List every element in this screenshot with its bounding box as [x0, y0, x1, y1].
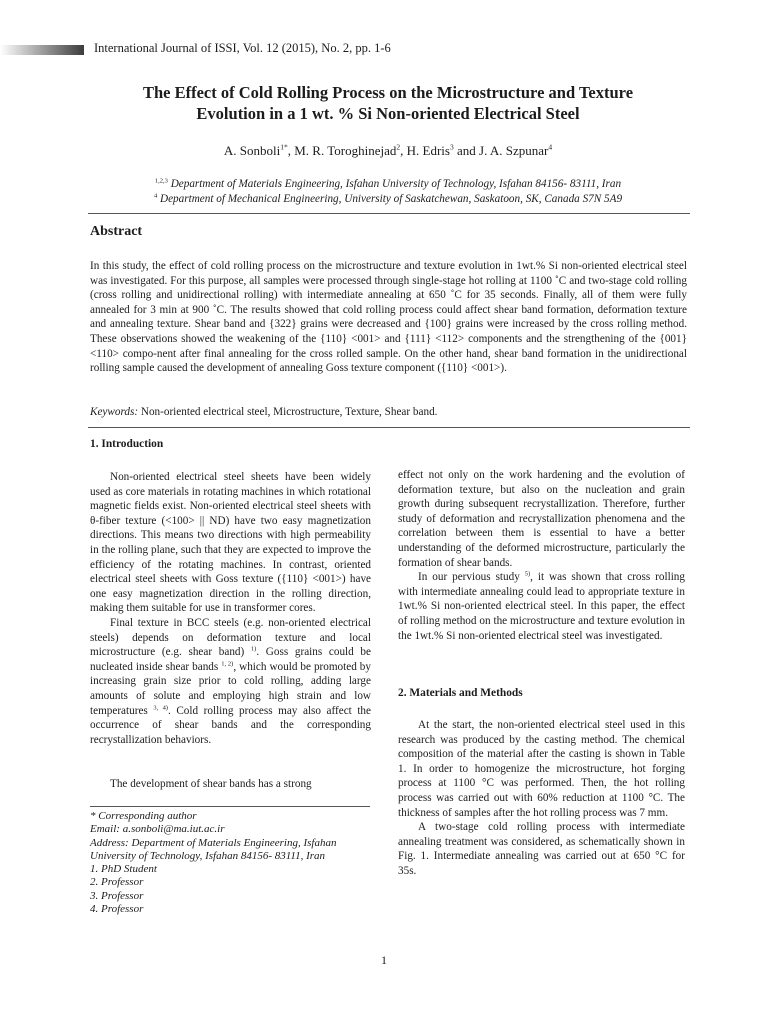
methods-text: [398, 718, 685, 879]
footnote-email: Email: a.sonboli@ma.iut.ac.ir: [90, 823, 225, 836]
author-4-mark: 4: [548, 142, 553, 152]
header-accent-bar: [0, 45, 84, 55]
intro-paragraph-2: Final texture in BCC steels (e.g. non-oriented electrical steels) depends on deformation texture and local microstructure (e.g. shear band) $^{1)}$. Goss grains could be nucleated inside shear bands $^{1, 2)}$, which would be promoted by increasing grain size prior to cold rolling, adding large amounts of solute and employing high strain and low temperatures $^{3, 4)}$. Cold rolling process may also affect the occurrence of shear bands and the corresponding recrystallization behaviors.: [90, 616, 371, 746]
methods-paragraph-2: A two-stage cold rolling process with intermediate annealing treatment was considered, as schematically shown in Fig. 1. Intermediate annealing was carried out at 650 °C for 35s.: [398, 821, 685, 877]
methods-heading: 2. Materials and Methods: [398, 687, 523, 699]
footnote-corresponding: * Corresponding author: [90, 810, 197, 822]
footnotes: [90, 810, 380, 916]
author-3-mark: 3: [449, 142, 454, 152]
author-1: A. Sonboli: [223, 143, 281, 158]
intro-paragraph-3-start: [90, 777, 371, 792]
footnote-2: 2. Professor: [90, 876, 144, 889]
methods-paragraph-1: At the start, the non-oriented electrical steel used in this research was produced by the casting method. The chemical composition of the material after the casting is shown in Table 1. In order to homogenize the microstructure, hot forging process at 1100 °C was performed. Then, the hot rolling process was carried out with 60% reduction at 1100 °C. The thickness of samples after the hot rolling process was 7 mm.: [398, 719, 685, 819]
paper-title: [80, 82, 696, 124]
footnote-4: 4. Professor: [90, 903, 144, 916]
affiliations: [80, 177, 696, 206]
abstract-heading: Abstract: [90, 224, 143, 239]
footnote-3: 3. Professor: [90, 889, 144, 902]
author-4: and J. A. Szpunar: [453, 143, 549, 158]
intro-paragraph-3-line: The development of shear bands has a strong: [110, 778, 312, 790]
keywords-label: Keywords:: [90, 406, 139, 418]
footnote-1: 1. PhD Student: [90, 863, 157, 876]
footnote-divider: [90, 806, 370, 807]
journal-header: International Journal of ISSI, Vol. 12 (2015), No. 2, pp. 1-6: [94, 41, 391, 55]
right-column: [398, 468, 685, 643]
title-line-2: Evolution in a 1 wt. % Si Non-oriented Electrical Steel: [196, 104, 580, 123]
left-column: [90, 470, 371, 747]
keywords: [90, 406, 437, 418]
footnote-address: Address: Department of Materials Engineering, Isfahan University of Technology, Isfahan 84156- 83111, Iran: [90, 836, 337, 862]
author-list: [80, 143, 696, 159]
author-3: , H. Edris: [400, 143, 450, 158]
intro-paragraph-4: In our pervious study $^{5)}$, it was shown that cross rolling with intermediate annealing could lead to appropriate texture in 1wt.% Si non-oriented electrical steel. In this paper, the effect of rolling method on the microstructure and texture evolution in the 1wt.% Si non-oriented electrical steel was investigated.: [398, 570, 685, 642]
abstract-text: In this study, the effect of cold rolling process on the microstructure and texture evolution in 1wt.% Si non-oriented electrical steel was investigated. For this purpose, all samples were processed through single-stage hot rolling at 1100 ˚C and two-stage cold rolling (cross rolling and unidirectional rolling) with intermediate annealing at 650 ˚C for 35 seconds. Finally, all of them were fully annealed for 3 min at 900 ˚C. The results showed that cold rolling process could affect shear band formation, deformation texture and annealing texture. Shear band and {322} grains were decreased and {100} grains were increased by the cross rolling method. These observations showed the weakening of the {110} <001> and {111} <112> components and the strengthening of the {001} <110> compo-nent after final annealing for the cross rolled sample. On the other hand, shear band formation in the unidirectional rolling sample caused the development of annealing Goss texture component ({110} <001>).: [90, 260, 687, 375]
affiliation-1: $^{1,2,3}$ Department of Materials Engineering, Isfahan University of Technology, Isfahan 84156- 83111, Iran: [154, 177, 622, 190]
affiliation-2: $^4$ Department of Mechanical Engineering, University of Saskatchewan, Saskatoon, SK, Canada S7N 5A9: [153, 191, 623, 205]
divider-top: [88, 213, 690, 214]
author-2-mark: 2: [396, 142, 401, 152]
title-line-1: The Effect of Cold Rolling Process on the Microstructure and Texture: [142, 83, 634, 102]
page-number: 1: [381, 953, 387, 967]
intro-paragraph-1: Non-oriented electrical steel sheets have been widely used as core materials in rotating machines in which rotational magnetic fields exist. Non-oriented electrical steel sheets with θ-fiber texture (<100> || ND) have two easy magnetization directions. This means two directions with high permeability in the rolling plane, such that they are expected to improve the efficiency of the rotating machines. In contrast, oriented electrical steel sheets with Goss texture ({110} <001>) have one easy magnetization direction in the rolling direction, making them suitable for use in transformer cores.: [90, 471, 371, 615]
intro-paragraph-3-cont: effect not only on the work hardening and the evolution of deformation texture, but also on the nucleation and grain growth during subsequent recrystallization. Therefore, further study of deformation and recrystallization phenomena and the correlation between them is essential to have a better understanding of the deformed microstructure, particularly the formation of shear bands.: [398, 469, 685, 569]
introduction-heading: 1. Introduction: [90, 438, 164, 450]
keywords-list: Non-oriented electrical steel, Microstructure, Texture, Shear band.: [138, 406, 438, 418]
author-1-mark: 1*: [280, 142, 288, 152]
divider-abstract: [88, 427, 690, 428]
author-2: , M. R. Toroghinejad: [287, 143, 397, 158]
